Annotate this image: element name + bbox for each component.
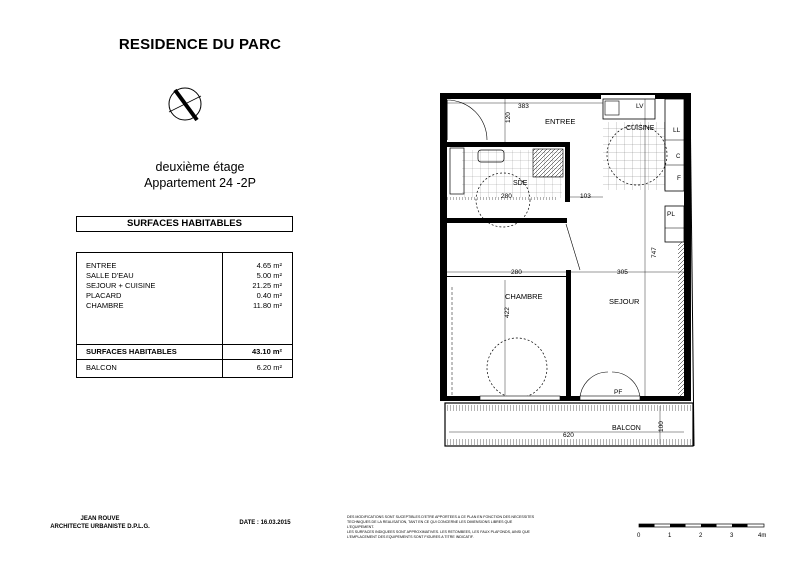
fixture-ll-label: LL bbox=[673, 127, 681, 134]
fixture-pf-label: PF bbox=[614, 389, 623, 396]
room-balcon-label: BALCON bbox=[612, 425, 641, 432]
fixture-f-label: F bbox=[677, 175, 681, 182]
room-cuisine-label: CUISINE bbox=[626, 125, 655, 132]
surface-row: CHAMBRE 11.80 m² bbox=[86, 301, 282, 310]
scale-label: 3 bbox=[730, 533, 734, 539]
dimension-103: 103 bbox=[580, 193, 591, 200]
surfaces-heading: SURFACES HABITABLES bbox=[76, 216, 293, 232]
surface-row: PLACARD 0.40 m² bbox=[86, 291, 282, 300]
fixture-c-label: C bbox=[676, 154, 681, 160]
room-entree-label: ENTREE bbox=[545, 117, 576, 126]
legal-notes: DES MODIFICATIONS SONT SUCEPTIBLES D'ETRE APPORTEES A CE PLAN EN FONCTION DES NECESSITES TECHNIQUES DE LA REALISATION, TANT EN CE QUI CONCERNE LES DIMENSIONS LIBRES QUE L'EQUIPEMENT. LES SURFACES INDIQUEES SONT APPROXIMATIVES. LES RETOMBEES, LES FAUX PLAFONDS, AINSI QUE L'EMPLACEMENT DES EQUIPEMENTS SONT FIGURES A TITRE INDICATIF. bbox=[347, 515, 535, 539]
surface-row: SEJOUR + CUISINE 21.25 m² bbox=[86, 281, 282, 290]
scale-label: 0 bbox=[637, 533, 641, 539]
dimension-305: 305 bbox=[617, 269, 628, 276]
architect-title: ARCHITECTE URBANISTE D.P.L.G. bbox=[50, 524, 150, 530]
scale-label: 4m bbox=[758, 533, 767, 539]
surface-balcony-row: BALCON 6.20 m² bbox=[86, 363, 282, 372]
scale-label: 1 bbox=[668, 533, 672, 539]
floor-label: deuxième étage bbox=[155, 160, 245, 174]
dimension-383: 383 bbox=[518, 103, 529, 110]
scale-label: 2 bbox=[699, 533, 703, 539]
room-sejour-label: SEJOUR bbox=[609, 297, 640, 306]
architect-name: JEAN ROUVE bbox=[80, 516, 120, 522]
room-sde-label: SDE bbox=[513, 180, 528, 187]
surface-row: ENTREE 4.65 m² bbox=[86, 261, 282, 270]
fixture-lv-label: LV bbox=[636, 103, 644, 110]
plan-date: DATE : 16.03.2015 bbox=[239, 520, 291, 526]
residence-title: RESIDENCE DU PARC bbox=[118, 36, 282, 53]
dimension-280-top: 280 bbox=[501, 193, 512, 200]
dimension-747: 747 bbox=[651, 247, 658, 258]
fixture-pl-label: PL bbox=[667, 211, 675, 218]
surface-row: SALLE D'EAU 5.00 m² bbox=[86, 271, 282, 280]
dimension-422: 422 bbox=[504, 307, 511, 318]
dimension-100: 100 bbox=[658, 421, 665, 432]
room-chambre-label: CHAMBRE bbox=[505, 292, 543, 301]
dimension-620: 620 bbox=[563, 432, 574, 439]
dimension-120: 120 bbox=[505, 112, 512, 123]
scale-bar bbox=[637, 524, 766, 539]
surface-total-row: SURFACES HABITABLES 43.10 m² bbox=[86, 347, 282, 356]
apartment-label: Appartement 24 -2P bbox=[144, 176, 256, 190]
dimension-280-bottom: 280 bbox=[511, 269, 522, 276]
